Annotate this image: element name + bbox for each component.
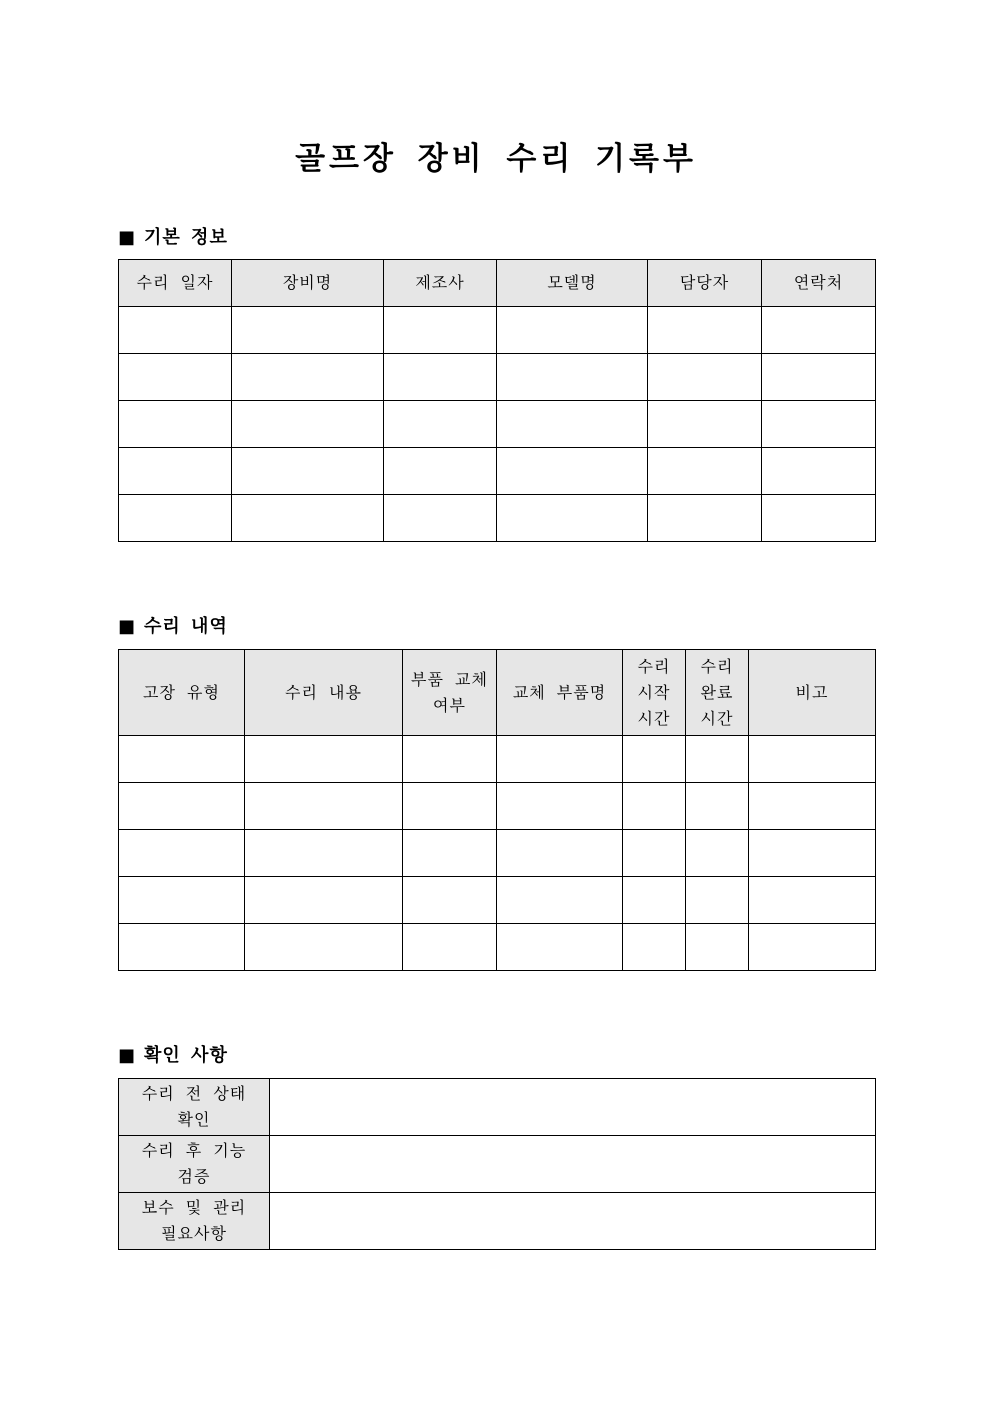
row-label-pre-repair-check: 수리 전 상태 확인: [119, 1079, 270, 1136]
table-cell[interactable]: [762, 448, 876, 495]
table-cell[interactable]: [384, 495, 497, 542]
table-cell[interactable]: [623, 924, 686, 971]
table-cell[interactable]: [497, 401, 648, 448]
table-cell[interactable]: [497, 830, 623, 877]
table-row: [119, 783, 876, 830]
section-title-basic: 기본 정보: [144, 227, 228, 248]
table-cell[interactable]: [245, 924, 403, 971]
table-cell[interactable]: [384, 354, 497, 401]
table-cell[interactable]: [686, 783, 749, 830]
table-cell[interactable]: [119, 877, 245, 924]
table-cell[interactable]: [232, 495, 384, 542]
table-row: [119, 924, 876, 971]
table-header-row: [119, 260, 876, 307]
table-row: [119, 495, 876, 542]
col-header-repair-date: 수리 일자: [119, 260, 232, 307]
confirmation-table: [118, 1078, 876, 1250]
table-row: [119, 354, 876, 401]
table-cell[interactable]: [648, 401, 762, 448]
col-header-equipment-name: 장비명: [232, 260, 384, 307]
table-cell[interactable]: [119, 495, 232, 542]
table-cell[interactable]: [686, 924, 749, 971]
table-row: [119, 401, 876, 448]
table-cell[interactable]: [762, 307, 876, 354]
table-cell[interactable]: [245, 736, 403, 783]
table-row: [119, 830, 876, 877]
basic-info-table: [118, 259, 876, 542]
table-cell[interactable]: [497, 307, 648, 354]
table-cell[interactable]: [749, 783, 876, 830]
table-cell[interactable]: [119, 307, 232, 354]
table-cell[interactable]: [623, 830, 686, 877]
table-cell[interactable]: [232, 354, 384, 401]
col-header-repair-content: 수리 내용: [245, 650, 403, 736]
table-cell[interactable]: [232, 307, 384, 354]
table-cell[interactable]: [384, 448, 497, 495]
table-cell[interactable]: [762, 401, 876, 448]
table-cell[interactable]: [497, 783, 623, 830]
table-cell[interactable]: [245, 877, 403, 924]
table-cell[interactable]: [119, 736, 245, 783]
table-cell[interactable]: [270, 1136, 876, 1193]
table-cell[interactable]: [403, 877, 497, 924]
table-cell[interactable]: [245, 830, 403, 877]
table-cell[interactable]: [497, 736, 623, 783]
table-cell[interactable]: [648, 495, 762, 542]
table-cell[interactable]: [497, 495, 648, 542]
section-title-check: 확인 사항: [144, 1045, 228, 1066]
table-header-row: [119, 650, 876, 736]
col-header-manager: 담당자: [648, 260, 762, 307]
col-header-remarks: 비고: [749, 650, 876, 736]
table-cell[interactable]: [497, 354, 648, 401]
table-cell[interactable]: [623, 736, 686, 783]
table-row: [119, 448, 876, 495]
col-header-part-replaced: 부품 교체 여부: [403, 650, 497, 736]
table-cell[interactable]: [403, 924, 497, 971]
table-cell[interactable]: [119, 924, 245, 971]
table-cell[interactable]: [749, 924, 876, 971]
table-cell[interactable]: [119, 448, 232, 495]
col-header-repair-start-time: 수리 시작 시간: [623, 650, 686, 736]
page-title: 골프장 장비 수리 기록부: [295, 141, 697, 177]
table-cell[interactable]: [623, 783, 686, 830]
table-cell[interactable]: [648, 307, 762, 354]
table-cell[interactable]: [119, 401, 232, 448]
section-heading-check: [118, 1041, 228, 1067]
col-header-model-name: 모델명: [497, 260, 648, 307]
table-cell[interactable]: [686, 877, 749, 924]
table-cell[interactable]: [270, 1193, 876, 1250]
table-cell[interactable]: [245, 783, 403, 830]
table-cell[interactable]: [749, 830, 876, 877]
table-cell[interactable]: [648, 448, 762, 495]
table-cell[interactable]: [749, 877, 876, 924]
table-cell[interactable]: [648, 354, 762, 401]
repair-history-table: [118, 649, 876, 971]
table-row: [119, 1193, 876, 1250]
table-cell[interactable]: [762, 354, 876, 401]
section-heading-repair: [118, 612, 228, 638]
table-row: [119, 307, 876, 354]
section-title-repair: 수리 내역: [144, 616, 228, 637]
row-label-post-repair-verify: 수리 후 기능 검증: [119, 1136, 270, 1193]
table-cell[interactable]: [497, 924, 623, 971]
col-header-repair-end-time: 수리 완료 시간: [686, 650, 749, 736]
col-header-replaced-part-name: 교체 부품명: [497, 650, 623, 736]
row-label-maintenance-notes: 보수 및 관리 필요사항: [119, 1193, 270, 1250]
table-cell[interactable]: [403, 783, 497, 830]
square-bullet-icon: ■: [118, 616, 137, 637]
col-header-contact: 연락처: [762, 260, 876, 307]
table-cell[interactable]: [497, 877, 623, 924]
table-cell[interactable]: [403, 736, 497, 783]
col-header-failure-type: 고장 유형: [119, 650, 245, 736]
table-cell[interactable]: [384, 307, 497, 354]
table-cell[interactable]: [403, 830, 497, 877]
table-cell[interactable]: [232, 401, 384, 448]
table-row: [119, 1136, 876, 1193]
table-cell[interactable]: [686, 736, 749, 783]
square-bullet-icon: ■: [118, 227, 137, 248]
table-cell[interactable]: [623, 877, 686, 924]
table-cell[interactable]: [686, 830, 749, 877]
table-row: [119, 1079, 876, 1136]
square-bullet-icon: ■: [118, 1045, 137, 1066]
table-cell[interactable]: [232, 448, 384, 495]
table-cell[interactable]: [497, 448, 648, 495]
table-row: [119, 877, 876, 924]
table-cell[interactable]: [384, 401, 497, 448]
table-cell[interactable]: [119, 783, 245, 830]
table-cell[interactable]: [270, 1079, 876, 1136]
col-header-manufacturer: 제조사: [384, 260, 497, 307]
table-cell[interactable]: [749, 736, 876, 783]
table-row: [119, 736, 876, 783]
table-cell[interactable]: [119, 354, 232, 401]
section-heading-basic: [118, 223, 228, 249]
table-cell[interactable]: [119, 830, 245, 877]
table-cell[interactable]: [762, 495, 876, 542]
